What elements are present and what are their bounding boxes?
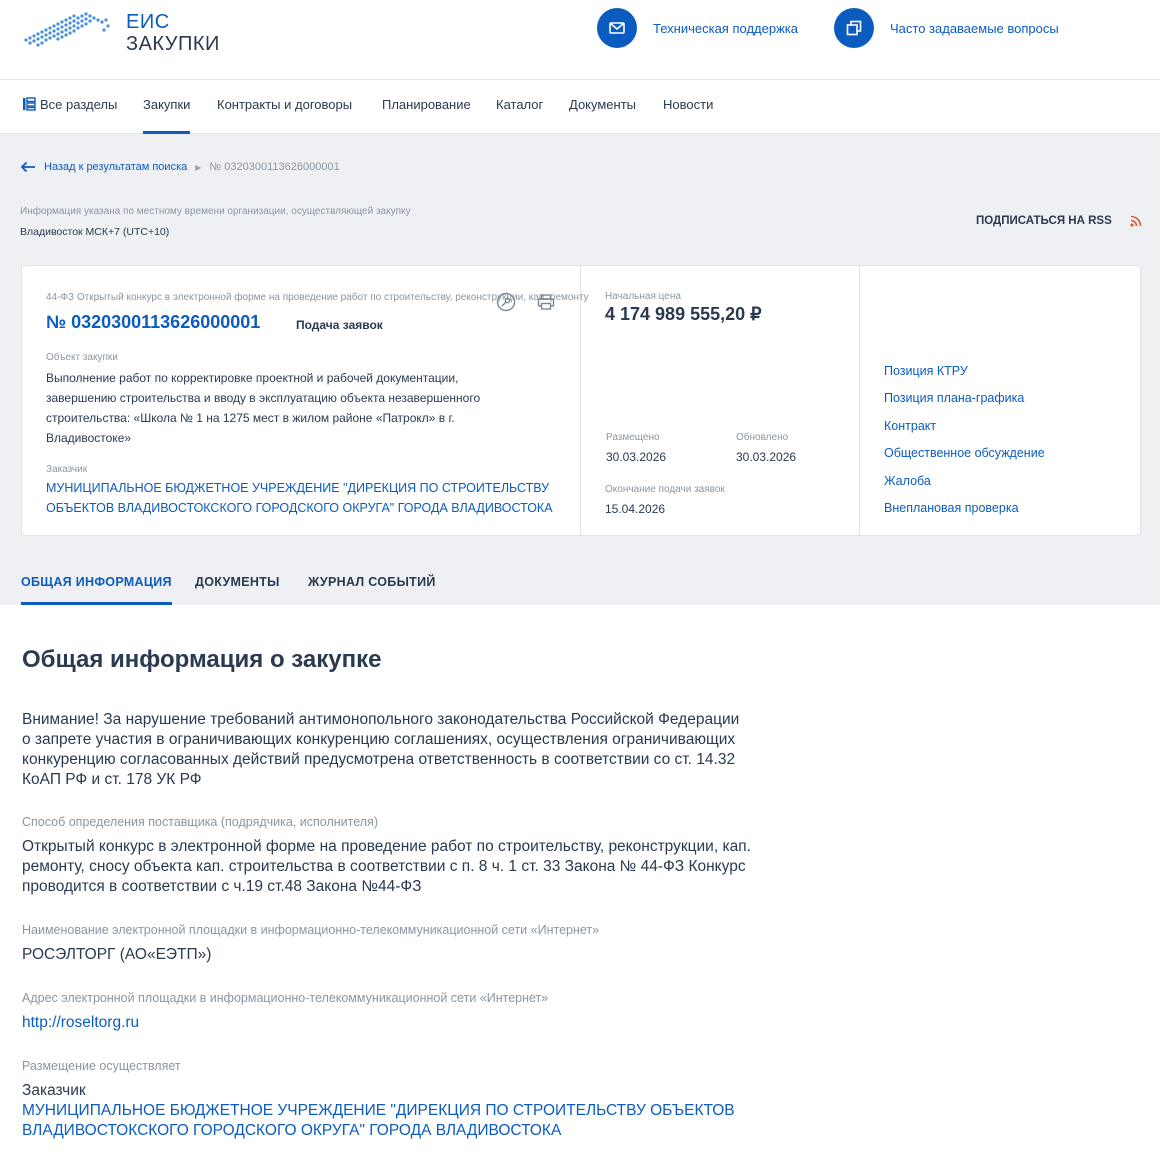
complaint-link[interactable]: Жалоба [884, 474, 931, 488]
site-header [0, 0, 1160, 80]
section-title: Общая информация о закупке [22, 646, 382, 673]
public-discussion-link[interactable]: Общественное обсуждение [884, 446, 1045, 460]
nav-purchases[interactable]: Закупки [143, 80, 190, 134]
tab-event-log[interactable]: ЖУРНАЛ СОБЫТИЙ [308, 575, 436, 589]
posted-label: Размещено [606, 432, 660, 443]
purchase-status: Подача заявок [296, 318, 383, 332]
placement-org-link[interactable]: МУНИЦИПАЛЬНОЕ БЮДЖЕТНОЕ УЧРЕЖДЕНИЕ "ДИРЕКЦИЯ ПО СТРОИТЕЛЬСТВУ ОБЪЕКТОВ ВЛАДИВОСТОКСКОГО ГОРОДСКОГО ОКРУГА" ГОРОДА ВЛАДИВОСТОКА [22, 1102, 735, 1139]
arrow-left-icon [20, 161, 36, 173]
nav-documents[interactable]: Документы [569, 97, 637, 112]
platform-address-link[interactable]: http://roseltorg.ru [22, 1014, 140, 1031]
nav-contracts[interactable]: Контракты и договоры [217, 97, 353, 112]
method-label: Способ определения поставщика (подрядчика, исполнителя) [22, 815, 378, 829]
faq-link[interactable] [834, 8, 1059, 48]
purchase-type-line: 44-ФЗ Открытый конкурс в электронной форме на проведение работ по строительству, реконструкции, кап. ремонту [46, 292, 589, 303]
timezone-note: Информация указана по местному времени организации, осуществляющей закупку [20, 206, 411, 217]
nav-all-sections-label: Все разделы [40, 97, 118, 112]
copy-windows-icon [834, 8, 874, 48]
customer-link[interactable]: МУНИЦИПАЛЬНОЕ БЮДЖЕТНОЕ УЧРЕЖДЕНИЕ "ДИРЕКЦИЯ ПО СТРОИТЕЛЬСТВУ ОБЪЕКТОВ ВЛАДИВОСТОКСКОГО ГОРОДСКОГО ОКРУГА" ГОРОДА ВЛАДИВОСТОКА [46, 481, 553, 515]
method-value: Открытый конкурс в электронной форме на проведение работ по строительству, реконструкции, кап. ремонту, сносу объекта кап. строительства в соответствии с п. 8 ч. 1 ст. 33 Закона № 44-ФЗ Конкурс проводится в соответствии с ч.19 ст.48 Закона №44-ФЗ [22, 838, 751, 895]
purchase-price-dates [581, 266, 860, 535]
placement-label: Размещение осуществляет [22, 1059, 181, 1073]
main-nav [0, 80, 1160, 134]
rss-subscribe-link[interactable] [976, 215, 1142, 227]
nav-all-sections[interactable] [22, 80, 117, 134]
plan-schedule-link[interactable]: Позиция плана-графика [884, 391, 1025, 405]
purchase-number-link[interactable]: № 0320300113626000001 [46, 312, 261, 332]
purchase-card [21, 265, 1141, 536]
updated-label: Обновлено [736, 432, 789, 443]
back-label: Назад к результатам поиска [44, 161, 188, 173]
nav-planning[interactable]: Планирование [382, 97, 471, 112]
ktru-link[interactable]: Позиция КТРУ [884, 364, 968, 378]
purchase-summary-area [0, 134, 1160, 605]
contract-link[interactable]: Контракт [884, 419, 937, 433]
updated-value: 30.03.2026 [736, 450, 797, 464]
breadcrumb [20, 161, 340, 173]
deadline-value: 15.04.2026 [605, 502, 666, 516]
tab-general-info[interactable]: ОБЩАЯ ИНФОРМАЦИЯ [21, 575, 172, 605]
nav-catalog[interactable]: Каталог [496, 97, 544, 112]
faq-label: Часто задаваемые вопросы [890, 20, 1059, 36]
antimonopoly-warning: Внимание! За нарушение требований антимонопольного законодательства Российской Федерации о запрете участия в ограничивающих конкуренцию соглашениях, осуществления ограничивающих конкуренцию согласованных действий предусмотрена ответственность в соответствии со ст. 14.32 КоАП РФ и ст. 178 УК РФ [22, 711, 740, 788]
logo-line1: ЕИС [126, 11, 170, 33]
logo-text [126, 11, 220, 55]
support-label: Техническая поддержка [653, 20, 798, 36]
placement-role: Заказчик [22, 1082, 86, 1099]
rss-label: ПОДПИСАТЬСЯ НА RSS [976, 215, 1112, 227]
related-links [860, 266, 1140, 535]
object-label: Объект закупки [46, 352, 118, 363]
tab-documents[interactable]: ДОКУМЕНТЫ [195, 575, 280, 589]
rss-icon [1130, 215, 1142, 227]
chevron-right-icon: ▶ [195, 162, 202, 172]
key-icon[interactable] [496, 292, 516, 312]
platform-label: Наименование электронной площадки в информационно-телекоммуникационной сети «Интернет» [22, 923, 600, 937]
deadline-label: Окончание подачи заявок [605, 484, 725, 495]
timezone-value: Владивосток МСК+7 (UTC+10) [20, 226, 170, 238]
price-label: Начальная цена [605, 291, 681, 302]
logo-line2: ЗАКУПКИ [126, 33, 220, 55]
russia-map-logo-icon [20, 8, 120, 58]
platform-value: РОСЭЛТОРГ (АО«ЕЭТП») [22, 946, 212, 963]
purchase-main-info [22, 266, 589, 535]
address-label: Адрес электронной площадки в информационно-телекоммуникационной сети «Интернет» [22, 991, 549, 1005]
posted-value: 30.03.2026 [606, 450, 667, 464]
logo[interactable] [20, 8, 220, 58]
breadcrumb-current: № 0320300113626000001 [209, 161, 340, 173]
nav-news[interactable]: Новости [663, 97, 714, 112]
price-value: 4 174 989 555,20 ₽ [605, 304, 762, 324]
mail-icon [597, 8, 637, 48]
unplanned-inspection-link[interactable]: Внеплановая проверка [884, 501, 1019, 515]
sections-icon [22, 97, 36, 111]
print-icon[interactable] [536, 292, 556, 312]
back-to-results-link[interactable] [20, 161, 187, 173]
object-text: Выполнение работ по корректировке проектной и рабочей документации, завершению строительства и вводу в эксплуатацию объекта незавершенного строительства: «Школа № 1 на 1275 мест в жилом районе «Патрокл» в г. Владивостоке» [46, 371, 481, 445]
support-link[interactable] [597, 8, 798, 48]
customer-label: Заказчик [46, 464, 88, 475]
